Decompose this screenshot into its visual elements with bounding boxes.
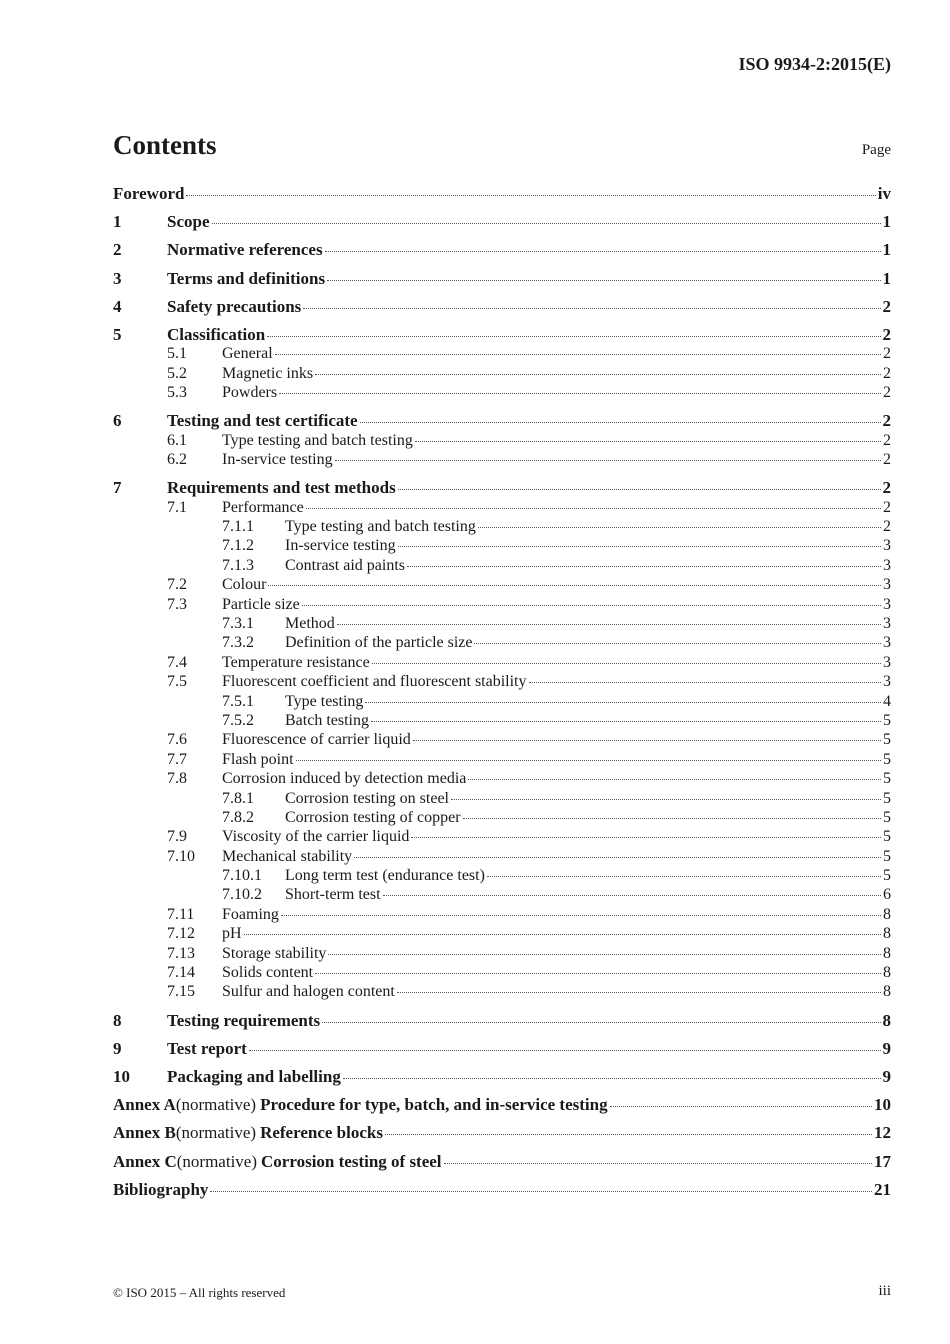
toc-entry-page: 10 xyxy=(874,1095,891,1115)
toc-entry[interactable] xyxy=(113,478,891,497)
toc-entry-page: 3 xyxy=(883,615,891,632)
toc-entry-page: 1 xyxy=(882,212,891,232)
toc-entry[interactable] xyxy=(113,769,891,788)
toc-entry[interactable] xyxy=(113,575,891,594)
toc-entry-page: 4 xyxy=(883,692,891,710)
dot-leader xyxy=(244,933,881,935)
toc-entry-title: Terms and definitions xyxy=(167,268,326,288)
toc-entry-title: Reference blocks xyxy=(260,1123,383,1143)
toc-entry-page: 2 xyxy=(883,451,891,469)
toc-entry[interactable] xyxy=(113,963,891,982)
toc-entry[interactable] xyxy=(113,498,891,517)
toc-entry[interactable] xyxy=(113,692,891,711)
toc-entry-page: 5 xyxy=(883,828,891,846)
toc-entry-page: 5 xyxy=(883,731,891,749)
toc-entry-page: 2 xyxy=(883,384,891,402)
toc-entry-number: 7.7 xyxy=(167,750,187,768)
toc-entry-title: Powders xyxy=(222,384,278,402)
dot-leader xyxy=(610,1105,872,1107)
toc-entry-page: 5 xyxy=(883,808,891,826)
dot-leader xyxy=(210,1190,872,1192)
toc-entry-title: Batch testing xyxy=(285,711,369,729)
dot-leader xyxy=(281,914,881,916)
toc-entry-page: 8 xyxy=(883,964,891,982)
toc-entry-number: 7.14 xyxy=(167,964,195,982)
toc-entry-number: 5.2 xyxy=(167,364,187,382)
dot-leader xyxy=(444,1162,872,1164)
toc-entry-number: 7.8.2 xyxy=(222,808,254,826)
toc-entry[interactable] xyxy=(113,1067,891,1086)
toc-entry-number: 7.12 xyxy=(167,925,195,943)
toc-entry-number: 5 xyxy=(113,324,122,344)
toc-entry-number: 7.15 xyxy=(167,983,195,1001)
toc-entry-page: 21 xyxy=(874,1179,891,1199)
toc-entry-number: 7.11 xyxy=(167,905,195,923)
toc-entry-title: Storage stability xyxy=(222,944,327,962)
dot-leader xyxy=(343,1077,881,1079)
dot-leader xyxy=(315,373,881,375)
dot-leader xyxy=(302,604,881,606)
toc-entry-page: 2 xyxy=(882,296,891,316)
toc-entry-title: Viscosity of the carrier liquid xyxy=(222,828,410,846)
toc-entry-title: Scope xyxy=(167,212,210,232)
dot-leader xyxy=(411,836,881,838)
toc-entry-number: 7.13 xyxy=(167,944,195,962)
toc-entry[interactable] xyxy=(113,1039,891,1058)
toc-entry-number: 7.6 xyxy=(167,731,187,749)
dot-leader xyxy=(398,545,881,547)
toc-entry-title: Definition of the particle size xyxy=(285,634,473,652)
dot-leader xyxy=(328,953,881,955)
toc-entry-page: 5 xyxy=(883,789,891,807)
dot-leader xyxy=(275,353,881,355)
toc-entry[interactable] xyxy=(113,240,891,259)
toc-entry-title: Safety precautions xyxy=(167,296,302,316)
copyright-notice: © ISO 2015 – All rights reserved xyxy=(113,1285,286,1300)
toc-entry-number: 7.8.1 xyxy=(222,789,254,807)
toc-entry-title: Test report xyxy=(167,1038,247,1058)
dot-leader xyxy=(385,1133,872,1135)
toc-entry[interactable] xyxy=(113,1180,891,1199)
table-of-contents xyxy=(113,184,891,1199)
toc-entry-title: Magnetic inks xyxy=(222,364,314,382)
toc-entry-title: Solids content xyxy=(222,964,314,982)
toc-entry-title: Procedure for type, batch, and in-service testing xyxy=(260,1095,608,1115)
toc-entry-title: Contrast aid paints xyxy=(285,556,405,574)
toc-entry[interactable] xyxy=(113,827,891,846)
toc-entry[interactable] xyxy=(113,269,891,288)
toc-entry-page: 2 xyxy=(883,498,891,516)
footer-page-number: iii xyxy=(878,1283,891,1299)
annex-label: Annex B xyxy=(113,1123,176,1143)
toc-entry[interactable] xyxy=(113,595,891,614)
toc-entry-number: 7.9 xyxy=(167,828,187,846)
toc-entry[interactable] xyxy=(113,808,891,827)
toc-entry[interactable] xyxy=(113,364,891,383)
page-column-label: Page xyxy=(861,142,891,158)
annex-label: Annex C xyxy=(113,1151,177,1171)
toc-entry-number: 7.5.1 xyxy=(222,692,254,710)
page-title: Contents xyxy=(113,130,217,160)
toc-entry-number: 5.1 xyxy=(167,345,187,363)
toc-entry-page: 3 xyxy=(883,595,891,613)
toc-entry-title: Foaming xyxy=(222,905,279,923)
toc-entry-number: 7.4 xyxy=(167,653,187,671)
toc-entry-title: Method xyxy=(285,615,335,632)
toc-entry-title: Testing requirements xyxy=(167,1010,321,1030)
toc-entry-page: 2 xyxy=(883,364,891,382)
toc-entry-page: iv xyxy=(877,184,891,203)
toc-entry[interactable] xyxy=(113,614,891,633)
toc-entry[interactable] xyxy=(113,517,891,536)
toc-entry-title: Mechanical stability xyxy=(222,847,353,865)
dot-leader xyxy=(327,279,880,281)
toc-entry-page: 12 xyxy=(874,1123,891,1143)
dot-leader xyxy=(315,972,881,974)
dot-leader xyxy=(529,681,882,683)
toc-entry-title: Corrosion testing on steel xyxy=(285,789,449,807)
dot-leader xyxy=(397,991,881,993)
toc-entry-page: 9 xyxy=(882,1066,891,1086)
toc-entry-number: 7.1.1 xyxy=(222,518,254,536)
dot-leader xyxy=(249,1049,881,1051)
toc-entry-page: 2 xyxy=(883,345,891,363)
toc-entry-number: 8 xyxy=(113,1010,122,1030)
dot-leader xyxy=(468,778,881,780)
toc-entry-title: Particle size xyxy=(222,595,300,613)
toc-entry-title: Bibliography xyxy=(113,1179,209,1199)
toc-entry-number: 7.10.2 xyxy=(222,886,262,904)
toc-entry-page: 5 xyxy=(883,847,891,865)
annex-normative: (normative) xyxy=(175,1123,257,1143)
toc-entry-number: 7.10 xyxy=(167,847,195,865)
toc-entry-title: Corrosion testing of copper xyxy=(285,808,461,826)
annex-normative: (normative) xyxy=(176,1151,258,1171)
toc-entry-title: Type testing and batch testing xyxy=(285,518,476,536)
dot-leader xyxy=(487,875,881,877)
toc-entry-page: 8 xyxy=(883,944,891,962)
toc-entry[interactable] xyxy=(113,982,891,1001)
toc-entry-page: 2 xyxy=(882,411,891,431)
toc-entry[interactable] xyxy=(113,1152,891,1171)
toc-entry-number: 4 xyxy=(113,296,122,316)
toc-entry[interactable] xyxy=(113,847,891,866)
toc-entry[interactable] xyxy=(113,536,891,555)
toc-entry[interactable] xyxy=(113,905,891,924)
toc-entry[interactable] xyxy=(113,750,891,769)
toc-entry-number: 7.2 xyxy=(167,576,187,594)
toc-entry[interactable] xyxy=(113,450,891,469)
dot-leader xyxy=(335,459,881,461)
dot-leader xyxy=(451,798,881,800)
toc-entry-number: 7.1.3 xyxy=(222,556,254,574)
toc-entry-title: Testing and test certificate xyxy=(167,411,358,431)
toc-entry-page: 5 xyxy=(883,750,891,768)
toc-entry[interactable] xyxy=(113,1123,891,1142)
toc-entry-number: 10 xyxy=(113,1066,130,1086)
toc-entry[interactable] xyxy=(113,297,891,316)
dot-leader xyxy=(296,759,881,761)
toc-entry-number: 6.1 xyxy=(167,431,187,449)
toc-entry-number: 7.8 xyxy=(167,770,187,788)
dot-leader xyxy=(365,701,881,703)
toc-entry-number: 5.3 xyxy=(167,384,187,402)
toc-entry-title: Type testing xyxy=(285,692,364,710)
toc-entry[interactable] xyxy=(113,1095,891,1114)
dot-leader xyxy=(463,817,881,819)
dot-leader xyxy=(407,565,881,567)
toc-entry-page: 1 xyxy=(882,240,891,260)
toc-entry-page: 3 xyxy=(883,537,891,555)
dot-leader xyxy=(413,739,881,741)
toc-entry-page: 8 xyxy=(883,983,891,1001)
toc-entry[interactable] xyxy=(113,789,891,808)
toc-entry[interactable] xyxy=(113,672,891,691)
toc-entry-page: 2 xyxy=(883,518,891,536)
dot-leader xyxy=(383,894,881,896)
dot-leader xyxy=(474,642,881,644)
toc-entry[interactable] xyxy=(113,325,891,344)
dot-leader xyxy=(325,250,881,252)
dot-leader xyxy=(398,488,881,490)
annex-normative: (normative) xyxy=(175,1095,257,1115)
dot-leader xyxy=(371,720,881,722)
toc-entry[interactable] xyxy=(113,633,891,652)
toc-entry-title: Requirements and test methods xyxy=(167,478,396,498)
dot-leader xyxy=(354,856,881,858)
toc-entry-title: In-service testing xyxy=(222,451,333,469)
toc-entry-number: 2 xyxy=(113,240,122,260)
toc-entry-title: In-service testing xyxy=(285,537,396,555)
dot-leader xyxy=(337,623,881,625)
dot-leader xyxy=(279,392,881,394)
toc-entry-page: 5 xyxy=(883,711,891,729)
toc-entry-number: 7.3.1 xyxy=(222,615,254,632)
toc-entry[interactable] xyxy=(113,711,891,730)
toc-entry-page: 3 xyxy=(883,576,891,594)
dot-leader xyxy=(360,421,881,423)
toc-entry-page: 8 xyxy=(883,925,891,943)
dot-leader xyxy=(478,526,881,528)
annex-label: Annex A xyxy=(113,1095,176,1115)
toc-entry-page: 17 xyxy=(874,1151,891,1171)
toc-entry-page: 5 xyxy=(883,770,891,788)
toc-entry[interactable] xyxy=(113,184,891,203)
toc-entry-title: Corrosion induced by detection media xyxy=(222,770,467,788)
dot-leader xyxy=(306,507,881,509)
toc-entry-number: 3 xyxy=(113,268,122,288)
toc-entry-title: Flash point xyxy=(222,750,294,768)
dot-leader xyxy=(268,584,881,586)
toc-entry[interactable] xyxy=(113,944,891,963)
toc-entry-title: Performance xyxy=(222,498,304,516)
toc-entry-title: Corrosion testing of steel xyxy=(261,1151,442,1171)
toc-entry-number: 7.10.1 xyxy=(222,867,262,885)
toc-entry[interactable] xyxy=(113,431,891,450)
toc-entry-page: 6 xyxy=(883,886,891,904)
toc-entry-number: 6.2 xyxy=(167,451,187,469)
toc-entry-title: Short-term test xyxy=(285,886,381,904)
toc-entry-page: 8 xyxy=(883,905,891,923)
toc-entry-title: Fluorescence of carrier liquid xyxy=(222,731,411,749)
toc-entry-page: 3 xyxy=(883,556,891,574)
toc-entry[interactable] xyxy=(113,730,891,749)
toc-entry-title: pH xyxy=(222,925,242,943)
toc-entry[interactable] xyxy=(113,866,891,885)
toc-entry-title: Packaging and labelling xyxy=(167,1066,341,1086)
dot-leader xyxy=(212,222,881,224)
dot-leader xyxy=(267,335,880,337)
toc-entry-title: General xyxy=(222,345,273,363)
toc-entry-page: 1 xyxy=(882,268,891,288)
dot-leader xyxy=(186,194,875,196)
toc-entry[interactable] xyxy=(113,1011,891,1030)
dot-leader xyxy=(415,440,881,442)
toc-entry-number: 7.3 xyxy=(167,595,187,613)
toc-entry-number: 7.1 xyxy=(167,498,187,516)
toc-entry-number: 9 xyxy=(113,1038,122,1058)
toc-entry-number: 7.1.2 xyxy=(222,537,254,555)
toc-entry-page: 9 xyxy=(882,1038,891,1058)
toc-entry[interactable] xyxy=(113,885,891,904)
toc-entry-page: 3 xyxy=(883,673,891,691)
toc-entry-page: 2 xyxy=(883,431,891,449)
toc-entry-title: Long term test (endurance test) xyxy=(285,867,485,885)
toc-entry-page: 2 xyxy=(882,324,891,344)
toc-entry-title: Normative references xyxy=(167,240,323,260)
toc-entry[interactable] xyxy=(113,344,891,363)
toc-entry[interactable] xyxy=(113,556,891,575)
toc-entry-title: Classification xyxy=(167,324,266,344)
document-id: ISO 9934-2:2015(E) xyxy=(738,54,891,74)
dot-leader xyxy=(322,1021,880,1023)
toc-entry-title: Temperature resistance xyxy=(222,653,370,671)
toc-entry-page: 8 xyxy=(882,1010,891,1030)
dot-leader xyxy=(303,307,880,309)
toc-entry-page: 3 xyxy=(883,634,891,652)
toc-entry-number: 7 xyxy=(113,478,122,498)
toc-entry-number: 1 xyxy=(113,212,122,232)
toc-entry-title: Foreword xyxy=(113,184,185,203)
toc-entry-title: Colour xyxy=(222,576,267,594)
toc-entry-page: 2 xyxy=(882,478,891,498)
toc-entry-title: Type testing and batch testing xyxy=(222,431,413,449)
toc-entry-title: Fluorescent coefficient and fluorescent stability xyxy=(222,673,527,691)
toc-entry-number: 6 xyxy=(113,411,122,431)
toc-entry-number: 7.5.2 xyxy=(222,711,254,729)
toc-entry-page: 3 xyxy=(883,653,891,671)
toc-entry[interactable] xyxy=(113,924,891,943)
toc-entry[interactable] xyxy=(113,653,891,672)
toc-entry[interactable] xyxy=(113,411,891,430)
toc-entry-page: 5 xyxy=(883,867,891,885)
toc-entry[interactable] xyxy=(113,383,891,402)
toc-entry[interactable] xyxy=(113,212,891,231)
toc-entry-title: Sulfur and halogen content xyxy=(222,983,395,1001)
dot-leader xyxy=(372,662,881,664)
toc-entry-number: 7.3.2 xyxy=(222,634,254,652)
toc-entry-number: 7.5 xyxy=(167,673,187,691)
